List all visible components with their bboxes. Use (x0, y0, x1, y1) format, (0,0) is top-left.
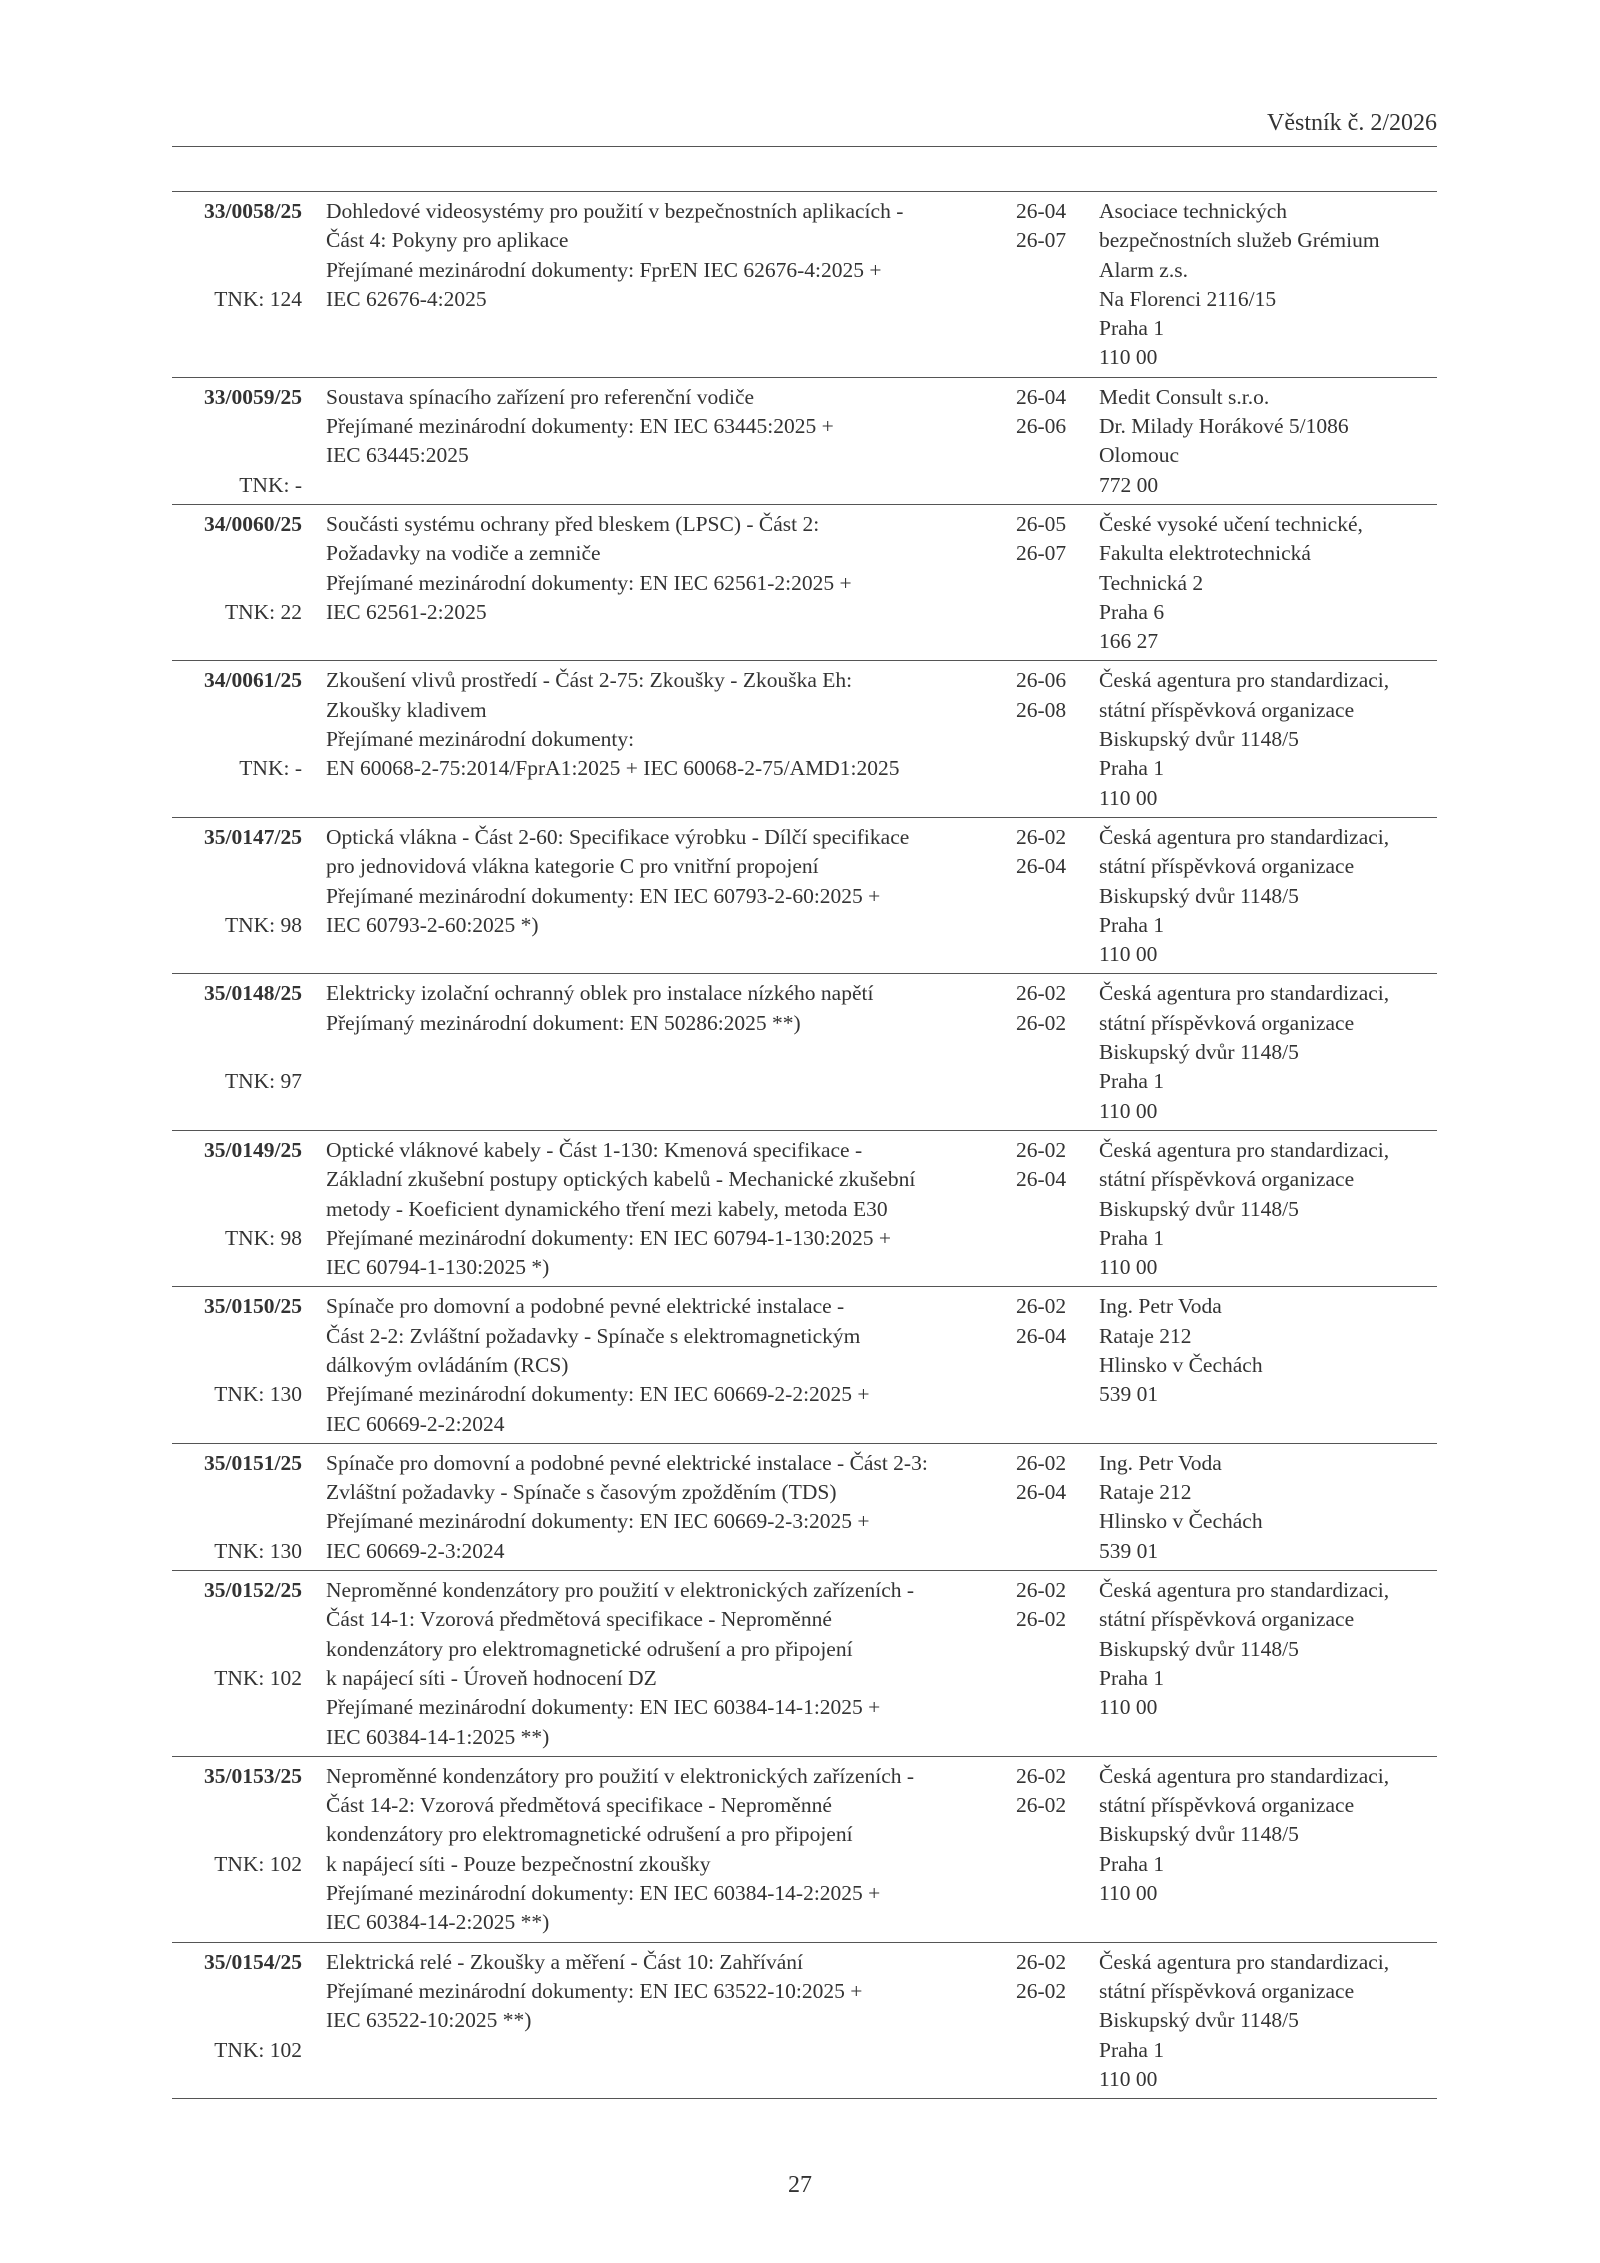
tnk-number: TNK: - (239, 756, 302, 781)
tnk-number: TNK: 102 (214, 2037, 302, 2062)
organization-line: Olomouc (1099, 443, 1180, 468)
date-value: 26-02 (1016, 1978, 1067, 2003)
description-line: IEC 62676-4:2025 (326, 286, 487, 311)
date-value: 26-04 (1016, 1323, 1067, 1348)
organization-line: Alarm z.s. (1099, 257, 1188, 282)
description-line: Zvláštní požadavky - Spínače s časovým zpožděním (TDS) (326, 1480, 837, 1505)
description-line: Přejímané mezinárodní dokumenty: EN IEC 63445:2025 + (326, 414, 834, 439)
table-row (172, 192, 1437, 378)
description-cell (326, 817, 1016, 973)
organization-line: Biskupský dvůr 1148/5 (1099, 1822, 1299, 1847)
organization-cell (1099, 1287, 1437, 1443)
organization-line: Biskupský dvůr 1148/5 (1099, 2008, 1299, 2033)
description-line: Základní zkušební postupy optických kabelů - Mechanické zkušební (326, 1167, 916, 1192)
date-value: 26-08 (1016, 697, 1067, 722)
dates-cell (1016, 377, 1099, 504)
code-cell (172, 817, 326, 973)
organization-line: 539 01 (1099, 1538, 1159, 1563)
date-value: 26-02 (1016, 1137, 1067, 1162)
organization-line: státní příspěvková organizace (1099, 1978, 1355, 2003)
description-line: IEC 60794-1-130:2025 *) (326, 1255, 550, 1280)
dates-cell (1016, 1443, 1099, 1570)
organization-line: Biskupský dvůr 1148/5 (1099, 1636, 1299, 1661)
dates-cell (1016, 504, 1099, 660)
standard-code: 35/0151/25 (204, 1450, 302, 1475)
dates-cell (1016, 1571, 1099, 1757)
description-cell (326, 1443, 1016, 1570)
description-cell (326, 377, 1016, 504)
date-value: 26-07 (1016, 228, 1067, 253)
description-line: Přejímané mezinárodní dokumenty: EN IEC 60794-1-130:2025 + (326, 1225, 892, 1250)
organization-line: 110 00 (1099, 1255, 1158, 1280)
dates-cell (1016, 1942, 1099, 2098)
organization-line: státní příspěvková organizace (1099, 1167, 1355, 1192)
organization-line: České vysoké učení technické, (1099, 511, 1363, 536)
table-row (172, 974, 1437, 1130)
organization-line: 110 00 (1099, 1695, 1158, 1720)
description-line: Požadavky na vodiče a zemniče (326, 541, 601, 566)
description-line: Optická vlákna - Část 2-60: Specifikace výrobku - Dílčí specifikace (326, 824, 910, 849)
organization-line: Česká agentura pro standardizaci, (1099, 824, 1390, 849)
organization-line: Ing. Petr Voda (1099, 1294, 1222, 1319)
tnk-number: TNK: 97 (224, 1069, 302, 1094)
standard-code: 35/0154/25 (204, 1949, 302, 1974)
date-value: 26-04 (1016, 1480, 1067, 1505)
organization-line: Praha 1 (1099, 912, 1165, 937)
description-line: Přejímané mezinárodní dokumenty: (326, 727, 635, 752)
organization-line: Praha 6 (1099, 599, 1165, 624)
organization-line: 166 27 (1099, 629, 1159, 654)
organization-line: Hlinsko v Čechách (1099, 1352, 1263, 1377)
organization-line: Česká agentura pro standardizaci, (1099, 1763, 1390, 1788)
dates-cell (1016, 1756, 1099, 1942)
description-line: Přejímané mezinárodní dokumenty: EN IEC 62561-2:2025 + (326, 570, 852, 595)
organization-cell (1099, 192, 1437, 378)
table-row (172, 504, 1437, 660)
standard-code: 35/0147/25 (204, 824, 302, 849)
description-line: Přejímané mezinárodní dokumenty: EN IEC 60669-2-3:2025 + (326, 1509, 870, 1534)
organization-line: 772 00 (1099, 472, 1159, 497)
organization-line: Česká agentura pro standardizaci, (1099, 1578, 1390, 1603)
date-value: 26-02 (1016, 1949, 1067, 1974)
description-line: Přejímané mezinárodní dokumenty: EN IEC 60669-2-2:2025 + (326, 1382, 870, 1407)
organization-line: 539 01 (1099, 1382, 1159, 1407)
tnk-number: TNK: 130 (214, 1382, 302, 1407)
organization-line: Praha 1 (1099, 1225, 1165, 1250)
date-value: 26-02 (1016, 1010, 1067, 1035)
description-cell (326, 1756, 1016, 1942)
code-cell (172, 504, 326, 660)
description-line: Součásti systému ochrany před bleskem (LPSC) - Část 2: (326, 511, 820, 536)
organization-cell (1099, 661, 1437, 817)
code-cell (172, 1287, 326, 1443)
description-line: Zkoušky kladivem (326, 697, 487, 722)
organization-line: Česká agentura pro standardizaci, (1099, 668, 1390, 693)
description-cell (326, 1130, 1016, 1286)
organization-line: 110 00 (1099, 1098, 1158, 1123)
organization-cell (1099, 817, 1437, 973)
date-value: 26-02 (1016, 1578, 1067, 1603)
description-cell (326, 1571, 1016, 1757)
tnk-number: TNK: 102 (214, 1851, 302, 1876)
organization-line: státní příspěvková organizace (1099, 1607, 1355, 1632)
date-value: 26-02 (1016, 1763, 1067, 1788)
description-line: Přejímané mezinárodní dokumenty: FprEN IEC 62676-4:2025 + (326, 257, 882, 282)
table-row (172, 1942, 1437, 2098)
standard-code: 34/0060/25 (204, 511, 302, 536)
table-row (172, 1287, 1437, 1443)
description-line: Část 4: Pokyny pro aplikace (326, 228, 569, 253)
date-value: 26-02 (1016, 824, 1067, 849)
date-value: 26-04 (1016, 199, 1067, 223)
organization-cell (1099, 1942, 1437, 2098)
description-line: IEC 60793-2-60:2025 *) (326, 912, 539, 937)
organization-line: Asociace technických (1099, 199, 1288, 223)
standard-code: 35/0148/25 (204, 981, 302, 1006)
description-line: metody - Koeficient dynamického tření mezi kabely, metoda E30 (326, 1196, 888, 1221)
organization-cell (1099, 1756, 1437, 1942)
organization-line: 110 00 (1099, 942, 1158, 967)
tnk-number: TNK: 98 (224, 1225, 302, 1250)
tnk-number: TNK: - (239, 472, 302, 497)
table-row (172, 1756, 1437, 1942)
code-cell (172, 1130, 326, 1286)
description-line: pro jednovidová vlákna kategorie C pro vnitřní propojení (326, 854, 819, 879)
organization-line: bezpečnostních služeb Grémium (1099, 228, 1380, 253)
table-row (172, 1130, 1437, 1286)
code-cell (172, 1571, 326, 1757)
description-line: Část 14-2: Vzorová předmětová specifikace - Neproměnné (326, 1793, 832, 1818)
description-line: k napájecí síti - Úroveň hodnocení DZ (326, 1665, 657, 1690)
date-value: 26-05 (1016, 511, 1067, 536)
description-line: Optické vláknové kabely - Část 1-130: Kmenová specifikace - (326, 1137, 863, 1162)
description-line: IEC 60384-14-1:2025 **) (326, 1724, 550, 1749)
description-line: dálkovým ovládáním (RCS) (326, 1352, 569, 1377)
organization-line: Na Florenci 2116/15 (1099, 286, 1277, 311)
table-row (172, 1571, 1437, 1757)
organization-line: Praha 1 (1099, 756, 1165, 781)
description-line: Přejímané mezinárodní dokumenty: EN IEC 60793-2-60:2025 + (326, 883, 881, 908)
dates-cell (1016, 192, 1099, 378)
date-value: 26-07 (1016, 541, 1067, 566)
description-line: kondenzátory pro elektromagnetické odrušení a pro připojení (326, 1636, 853, 1661)
page-number: 27 (788, 2172, 812, 2198)
organization-cell (1099, 504, 1437, 660)
description-line: IEC 63522-10:2025 **) (326, 2008, 532, 2033)
organization-line: Dr. Milady Horákové 5/1086 (1099, 414, 1349, 439)
organization-cell (1099, 1443, 1437, 1570)
page-header-title: Věstník č. 2/2026 (1267, 110, 1437, 136)
organization-line: Biskupský dvůr 1148/5 (1099, 727, 1299, 752)
organization-line: státní příspěvková organizace (1099, 697, 1355, 722)
description-line: IEC 60384-14-2:2025 **) (326, 1910, 550, 1935)
organization-cell (1099, 1130, 1437, 1286)
tnk-number: TNK: 98 (224, 912, 302, 937)
code-cell (172, 1942, 326, 2098)
organization-line: Rataje 212 (1099, 1480, 1192, 1505)
date-value: 26-04 (1016, 854, 1067, 879)
description-line: Dohledové videosystémy pro použití v bezpečnostních aplikacích - (326, 199, 904, 223)
date-value: 26-02 (1016, 981, 1067, 1006)
tnk-number: TNK: 22 (224, 599, 302, 624)
description-line: Přejímané mezinárodní dokumenty: EN IEC 60384-14-2:2025 + (326, 1881, 881, 1906)
table-row (172, 1443, 1437, 1570)
organization-line: Technická 2 (1099, 570, 1204, 595)
standard-code: 35/0153/25 (204, 1763, 302, 1788)
description-cell (326, 504, 1016, 660)
code-cell (172, 1443, 326, 1570)
organization-line: státní příspěvková organizace (1099, 1010, 1355, 1035)
tnk-number: TNK: 124 (214, 286, 302, 311)
description-line: kondenzátory pro elektromagnetické odrušení a pro připojení (326, 1822, 853, 1847)
description-line: Přejímané mezinárodní dokumenty: EN IEC 63522-10:2025 + (326, 1978, 863, 2003)
description-line: IEC 62561-2:2025 (326, 599, 487, 624)
description-line: IEC 63445:2025 (326, 443, 469, 468)
date-value: 26-02 (1016, 1793, 1067, 1818)
standard-code: 35/0152/25 (204, 1578, 302, 1603)
code-cell (172, 377, 326, 504)
organization-line: Praha 1 (1099, 2037, 1165, 2062)
organization-line: 110 00 (1099, 785, 1158, 810)
organization-line: Praha 1 (1099, 1851, 1165, 1876)
description-line: EN 60068-2-75:2014/FprA1:2025 + IEC 60068-2-75/AMD1:2025 (326, 756, 900, 781)
description-line: Neproměnné kondenzátory pro použití v elektronických zařízeních - (326, 1763, 915, 1788)
header-divider (172, 146, 1437, 147)
description-line: k napájecí síti - Pouze bezpečnostní zkoušky (326, 1851, 711, 1876)
description-line: Přejímaný mezinárodní dokument: EN 50286:2025 **) (326, 1010, 801, 1035)
description-cell (326, 974, 1016, 1130)
dates-cell (1016, 974, 1099, 1130)
organization-line: Fakulta elektrotechnická (1099, 541, 1311, 566)
organization-line: státní příspěvková organizace (1099, 1793, 1355, 1818)
organization-cell (1099, 1571, 1437, 1757)
tnk-number: TNK: 102 (214, 1665, 302, 1690)
organization-line: Praha 1 (1099, 1069, 1165, 1094)
organization-line: Česká agentura pro standardizaci, (1099, 1949, 1390, 1974)
description-line: Spínače pro domovní a podobné pevné elektrické instalace - (326, 1294, 845, 1319)
date-value: 26-04 (1016, 1167, 1067, 1192)
table-row (172, 377, 1437, 504)
date-value: 26-02 (1016, 1294, 1067, 1319)
organization-line: Biskupský dvůr 1148/5 (1099, 883, 1299, 908)
dates-cell (1016, 661, 1099, 817)
table-row (172, 661, 1437, 817)
dates-cell (1016, 1130, 1099, 1286)
description-line: Část 2-2: Zvláštní požadavky - Spínače s elektromagnetickým (326, 1323, 861, 1348)
date-value: 26-02 (1016, 1450, 1067, 1475)
description-line: Elektricky izolační ochranný oblek pro instalace nízkého napětí (326, 981, 874, 1006)
standard-code: 35/0149/25 (204, 1137, 302, 1162)
organization-line: Ing. Petr Voda (1099, 1450, 1222, 1475)
description-line: Přejímané mezinárodní dokumenty: EN IEC 60384-14-1:2025 + (326, 1695, 881, 1720)
organization-line: 110 00 (1099, 345, 1158, 370)
description-line: Spínače pro domovní a podobné pevné elektrické instalace - Část 2-3: (326, 1450, 928, 1475)
date-value: 26-02 (1016, 1607, 1067, 1632)
description-cell (326, 192, 1016, 378)
description-line: Elektrická relé - Zkoušky a měření - Část 10: Zahřívání (326, 1949, 804, 1974)
code-cell (172, 1756, 326, 1942)
organization-line: státní příspěvková organizace (1099, 854, 1355, 879)
organization-line: Česká agentura pro standardizaci, (1099, 981, 1390, 1006)
standard-code: 33/0058/25 (204, 199, 302, 223)
code-cell (172, 974, 326, 1130)
organization-line: Biskupský dvůr 1148/5 (1099, 1196, 1299, 1221)
description-cell (326, 661, 1016, 817)
date-value: 26-06 (1016, 414, 1067, 439)
description-line: Neproměnné kondenzátory pro použití v elektronických zařízeních - (326, 1578, 915, 1603)
code-cell (172, 661, 326, 817)
description-cell (326, 1942, 1016, 2098)
standard-code: 34/0061/25 (204, 668, 302, 693)
organization-line: Biskupský dvůr 1148/5 (1099, 1040, 1299, 1065)
description-line: Zkoušení vlivů prostředí - Část 2-75: Zkoušky - Zkouška Eh: (326, 668, 853, 693)
organization-line: Medit Consult s.r.o. (1099, 384, 1270, 409)
organization-cell (1099, 377, 1437, 504)
organization-cell (1099, 974, 1437, 1130)
dates-cell (1016, 1287, 1099, 1443)
organization-line: Praha 1 (1099, 1665, 1165, 1690)
description-cell (326, 1287, 1016, 1443)
description-line: Soustava spínacího zařízení pro referenční vodiče (326, 384, 755, 409)
organization-line: Hlinsko v Čechách (1099, 1509, 1263, 1534)
code-cell (172, 192, 326, 378)
dates-cell (1016, 817, 1099, 973)
description-line: IEC 60669-2-3:2024 (326, 1538, 505, 1563)
organization-line: Česká agentura pro standardizaci, (1099, 1137, 1390, 1162)
date-value: 26-06 (1016, 668, 1067, 693)
tnk-number: TNK: 130 (214, 1538, 302, 1563)
standards-table (172, 191, 1437, 2099)
organization-line: 110 00 (1099, 2066, 1158, 2091)
date-value: 26-04 (1016, 384, 1067, 409)
organization-line: 110 00 (1099, 1881, 1158, 1906)
table-row (172, 817, 1437, 973)
description-line: Část 14-1: Vzorová předmětová specifikace - Neproměnné (326, 1607, 832, 1632)
standard-code: 35/0150/25 (204, 1294, 302, 1319)
description-line: IEC 60669-2-2:2024 (326, 1411, 505, 1436)
organization-line: Praha 1 (1099, 316, 1165, 341)
standard-code: 33/0059/25 (204, 384, 302, 409)
organization-line: Rataje 212 (1099, 1323, 1192, 1348)
